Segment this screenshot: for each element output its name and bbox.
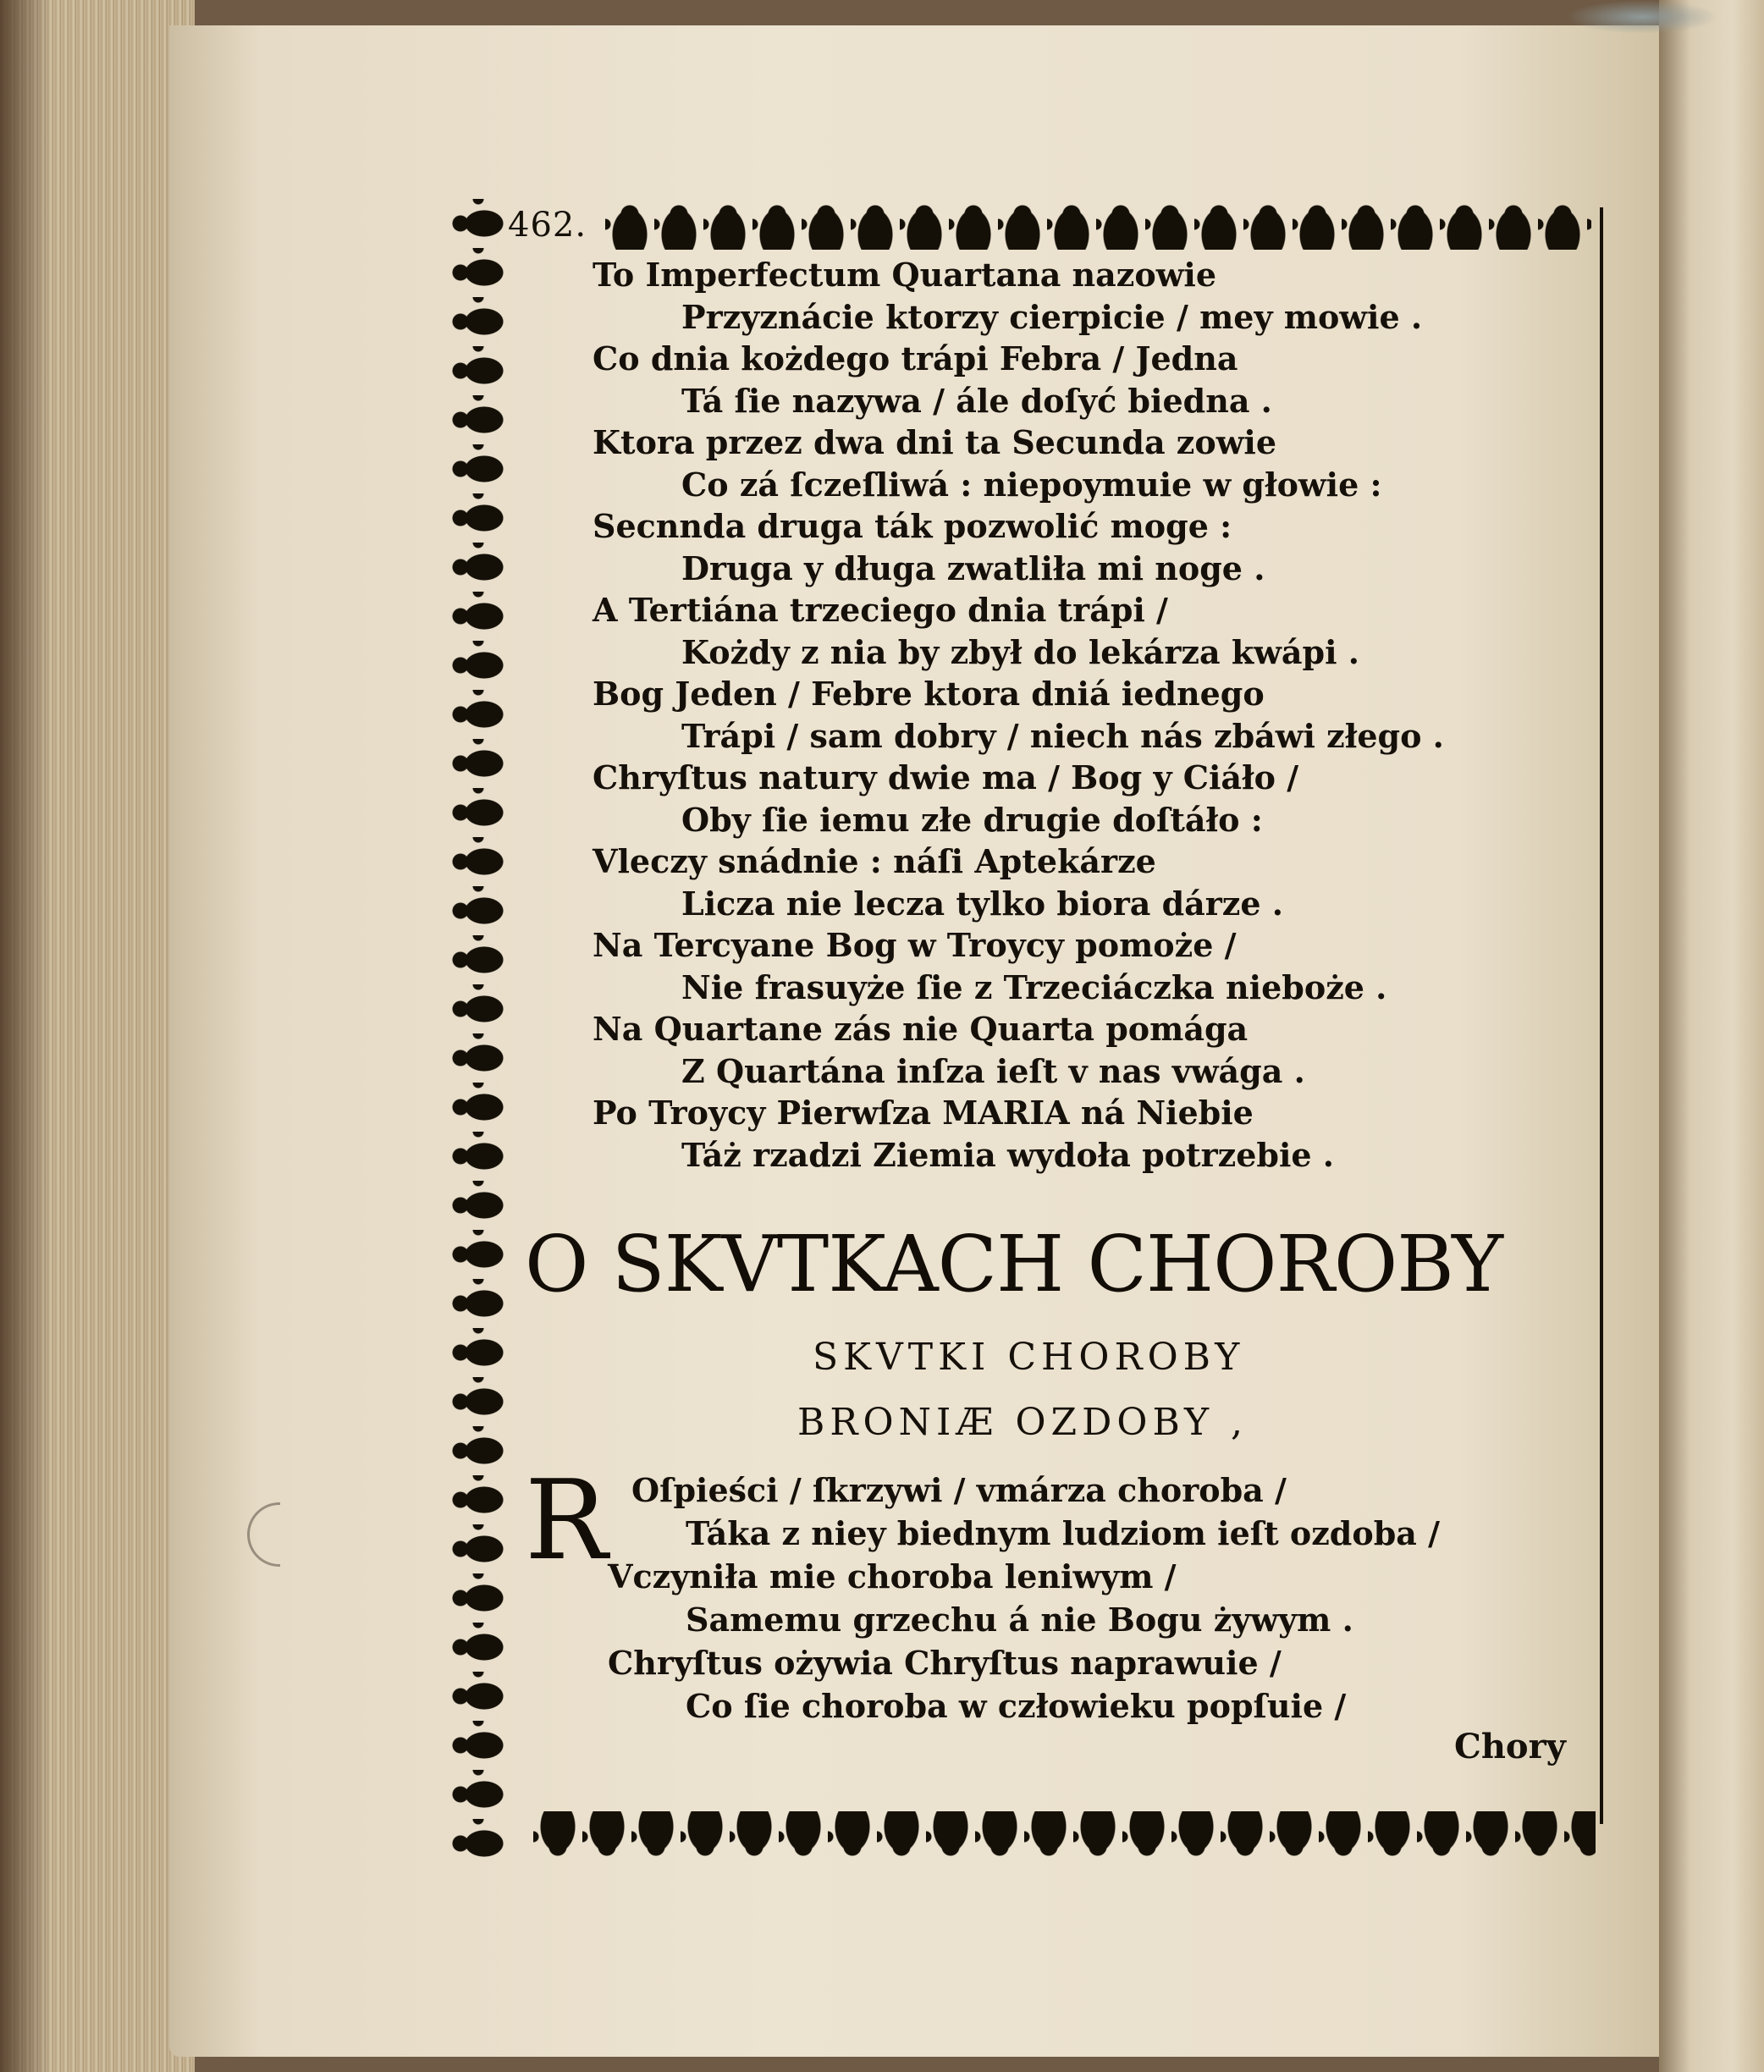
- stain-mark: [1566, 0, 1718, 34]
- verse-line: Vczyniła mie choroba leniwym /: [608, 1557, 1177, 1595]
- verse-line: Nie frasuyże ſie z Trzeciáczka nieboże .: [681, 967, 1387, 1006]
- verse-line: Vleczy snádnie : náſi Aptekárze: [593, 842, 1156, 880]
- verse-line: Po Troycy Pierwſza MARIA ná Niebie: [593, 1094, 1254, 1132]
- verse-line: Secnnda druga ták pozwolić moge :: [593, 507, 1232, 545]
- verse-line: Co dnia kożdego trápi Febra / Jedna: [593, 339, 1238, 377]
- verse-line: Co ſie choroba w człowieku popſuie /: [686, 1687, 1347, 1725]
- section-heading: O SKVTKACH CHOROBY: [525, 1219, 1502, 1309]
- verse-block-2: [608, 1469, 1590, 1728]
- verse-line: Samemu grzechu á nie Bogu żywym .: [686, 1601, 1353, 1639]
- verse-line: Táż rzadzi Ziemia wydoła potrzebie .: [681, 1135, 1335, 1174]
- subheading-2: BRONIÆ OZDOBY ,: [797, 1401, 1249, 1444]
- verse-line: To Imperfectum Quartana nazowie: [593, 256, 1217, 294]
- verse-line: Chryſtus ożywia Chryſtus naprawuie /: [608, 1644, 1282, 1682]
- facing-page-edge: [1659, 0, 1764, 2072]
- verse-line: Táka z niey biednym ludziom ieſt ozdoba /: [686, 1514, 1441, 1552]
- verse-line: Bog Jeden / Febre ktora dniá iednego: [593, 675, 1265, 713]
- verse-line: Na Quartane zás nie Quarta pomága: [593, 1010, 1249, 1048]
- verse-block-1: [593, 254, 1600, 1176]
- page-number: 462.: [508, 206, 587, 245]
- verse-line: Co zá ſczeſliwá : niepoymuie w głowie :: [681, 465, 1382, 504]
- verse-line: Przyznácie ktorzy cierpicie / mey mowie .: [681, 297, 1423, 336]
- verse-line: Z Quartána inſza ieſt v nas vwága .: [681, 1051, 1305, 1090]
- frame-rule-right: [1600, 207, 1603, 1824]
- verse-line: Licza nie lecza tylko biora dárze .: [681, 884, 1283, 923]
- verse-line: Ktora przez dwa dni ta Secunda zowie: [593, 423, 1277, 461]
- verse-line: Chryſtus natury dwie ma / Bog y Ciáło /: [593, 758, 1299, 796]
- verse-line: Oſpieści / ſkrzywi / vmárza choroba /: [631, 1471, 1287, 1509]
- ornament-border-top: [605, 199, 1591, 250]
- page-stack-left: [0, 0, 195, 2072]
- subheading-1: SKVTKI CHOROBY: [813, 1336, 1245, 1379]
- drop-cap: R: [525, 1456, 608, 1584]
- verse-line: A Tertiána trzeciego dnia trápi /: [593, 591, 1168, 629]
- ornament-border-left: [449, 199, 508, 1858]
- ornament-border-bottom: [533, 1811, 1596, 1862]
- verse-line: Trápi / sam dobry / niech nás zbáwi złego .: [681, 716, 1444, 755]
- verse-line: Na Tercyane Bog w Troycy pomoże /: [593, 926, 1237, 964]
- catchword: Chory: [1454, 1727, 1566, 1766]
- verse-line: Oby ſie iemu złe drugie doſtáło :: [681, 800, 1263, 839]
- verse-line: Druga y długa zwatliła mi noge .: [681, 548, 1265, 587]
- verse-line: Tá ſie nazywa / ále doſyć biedna .: [681, 381, 1272, 420]
- verse-line: Kożdy z nia by zbył do lekárza kwápi .: [681, 632, 1359, 671]
